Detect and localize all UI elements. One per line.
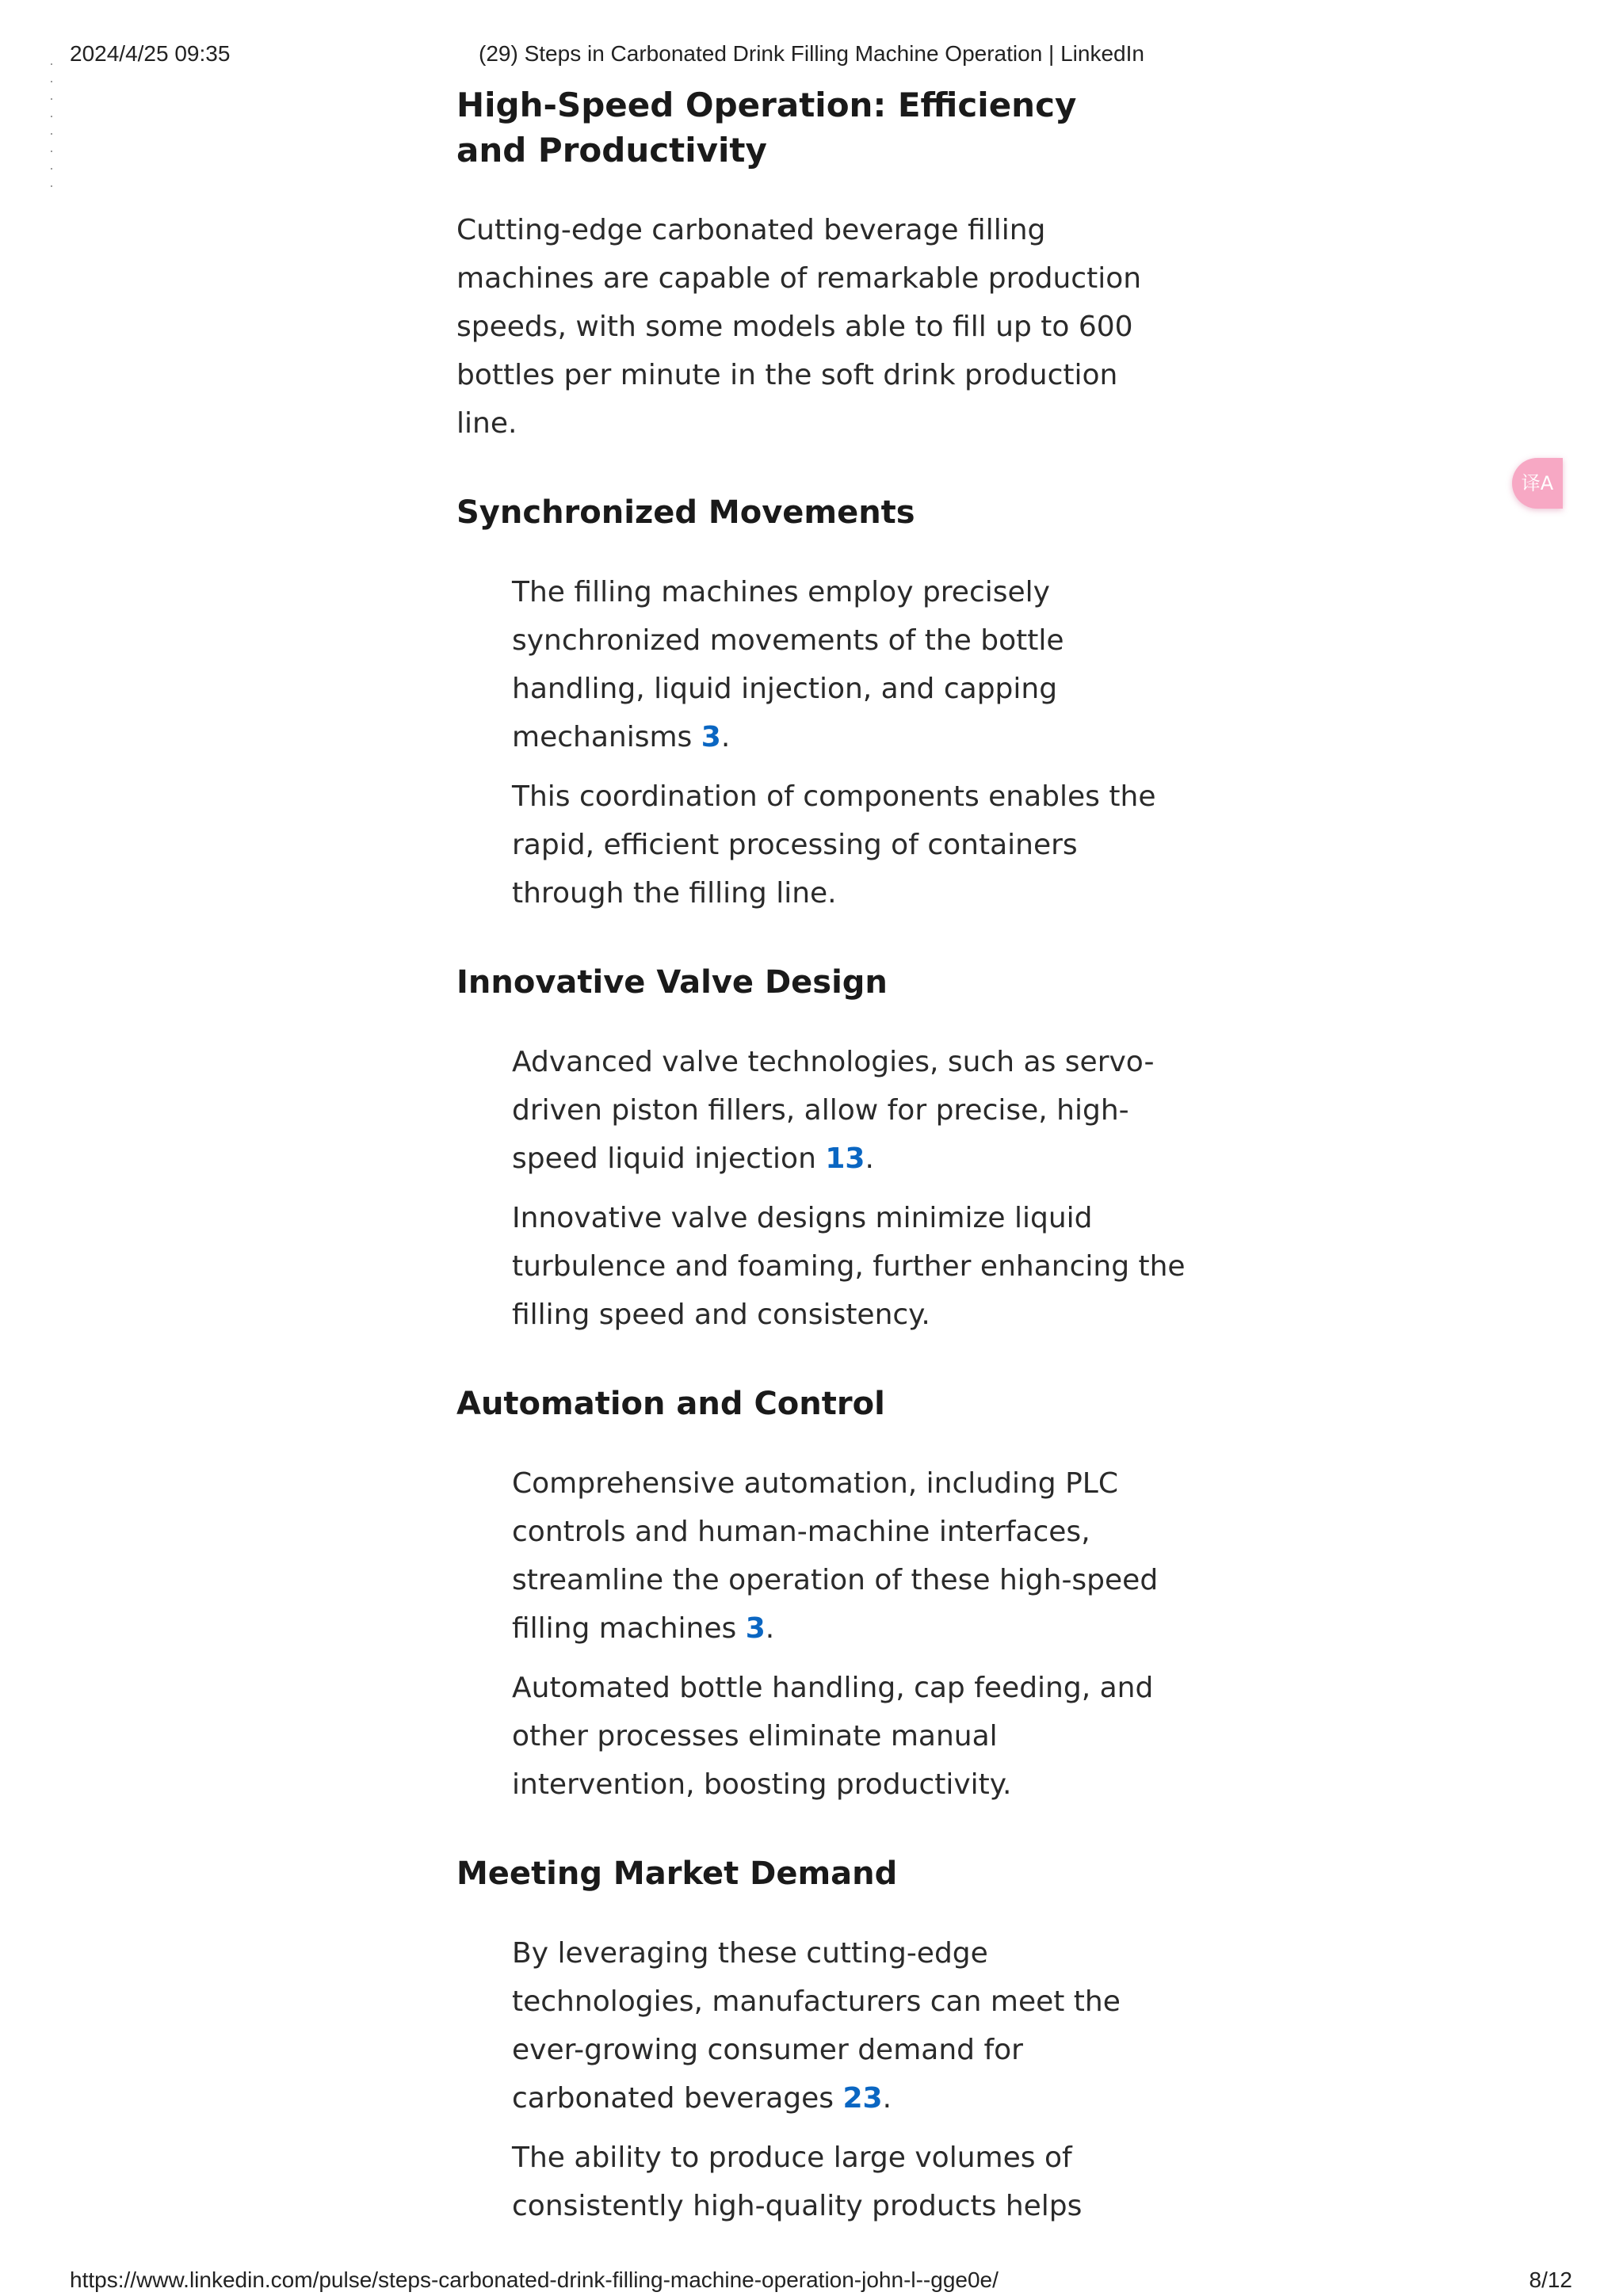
section-heading-automation-and-control: Automation and Control	[456, 1386, 885, 1422]
bullet-end: .	[865, 1142, 874, 1175]
bullet-paragraph	[512, 1664, 1186, 1809]
print-footer	[0, 2260, 1623, 2296]
translate-icon: 译A	[1521, 472, 1554, 494]
bullet-text: Innovative valve designs minimize liquid turbulence and foaming, further enhancing the filling speed and consistency.	[512, 1202, 1186, 1331]
margin-dot	[51, 185, 52, 187]
citation-link[interactable]: 13	[825, 1142, 865, 1175]
section-meeting-market-demand	[456, 1929, 1201, 2230]
bullet-end: .	[765, 1612, 775, 1645]
bullet-paragraph	[512, 1929, 1186, 2122]
bullet-paragraph	[512, 1459, 1186, 1653]
section-synchronized-movements	[456, 568, 1201, 917]
translate-button[interactable]	[1512, 458, 1563, 509]
bullet-text: By leveraging these cutting-edge technologies, manufacturers can meet the ever-growing consumer demand for carbonated beverages	[512, 1937, 1121, 2115]
article-body	[456, 82, 1201, 2273]
bullet-paragraph	[512, 1194, 1186, 1339]
article-lead-paragraph: Cutting-edge carbonated beverage filling machines are capable of remarkable production speeds, with some models able to fill up to 600 bottles per minute in the soft drink production line.	[456, 214, 1142, 440]
margin-dot	[51, 98, 52, 100]
citation-link[interactable]: 3	[745, 1612, 766, 1645]
bullet-text: This coordination of components enables the rapid, efficient processing of containers through the filling line.	[512, 780, 1156, 910]
bullet-text: Comprehensive automation, including PLC controls and human-machine interfaces, streamline the operation of these high-speed filling machines	[512, 1467, 1159, 1645]
citation-link[interactable]: 23	[842, 2082, 883, 2115]
bullet-text: The filling machines employ precisely synchronized movements of the bottle handling, liquid injection, and capping mechanisms	[512, 576, 1064, 753]
bullet-text: Automated bottle handling, cap feeding, and other processes eliminate manual intervention, boosting productivity.	[512, 1672, 1154, 1801]
bullet-end: .	[882, 2082, 892, 2115]
margin-dot	[51, 63, 52, 65]
bullet-end: .	[720, 721, 731, 753]
print-header	[0, 36, 1623, 67]
margin-dot	[51, 133, 52, 135]
bullet-paragraph	[512, 772, 1186, 917]
section-heading-innovative-valve-design: Innovative Valve Design	[456, 964, 888, 1001]
bullet-text: Advanced valve technologies, such as servo-driven piston fillers, allow for precise, high-speed liquid injection	[512, 1046, 1155, 1175]
section-automation-and-control	[456, 1459, 1201, 1809]
print-url: https://www.linkedin.com/pulse/steps-carbonated-drink-filling-machine-operation-john-l--gge0e/	[70, 2267, 999, 2292]
article-heading: High-Speed Operation: Efficiency and Productivity	[456, 86, 1077, 170]
print-page-title: (29) Steps in Carbonated Drink Filling Machine Operation | LinkedIn	[479, 41, 1144, 66]
bullet-paragraph	[512, 1038, 1186, 1183]
bullet-paragraph	[512, 568, 1186, 761]
section-heading-meeting-market-demand: Meeting Market Demand	[456, 1855, 898, 1892]
margin-dot	[51, 168, 52, 170]
print-page-number: 8/12	[1529, 2267, 1572, 2292]
margin-dots	[51, 63, 55, 238]
print-date: 2024/4/25 09:35	[70, 41, 231, 66]
section-heading-synchronized-movements: Synchronized Movements	[456, 494, 915, 531]
margin-dot	[51, 151, 52, 152]
citation-link[interactable]: 3	[701, 721, 721, 753]
bullet-paragraph	[512, 2134, 1186, 2230]
section-innovative-valve-design	[456, 1038, 1201, 1339]
margin-dot	[51, 116, 52, 117]
bullet-text: The ability to produce large volumes of consistently high-quality products helps	[512, 2142, 1083, 2222]
margin-dot	[51, 81, 52, 82]
